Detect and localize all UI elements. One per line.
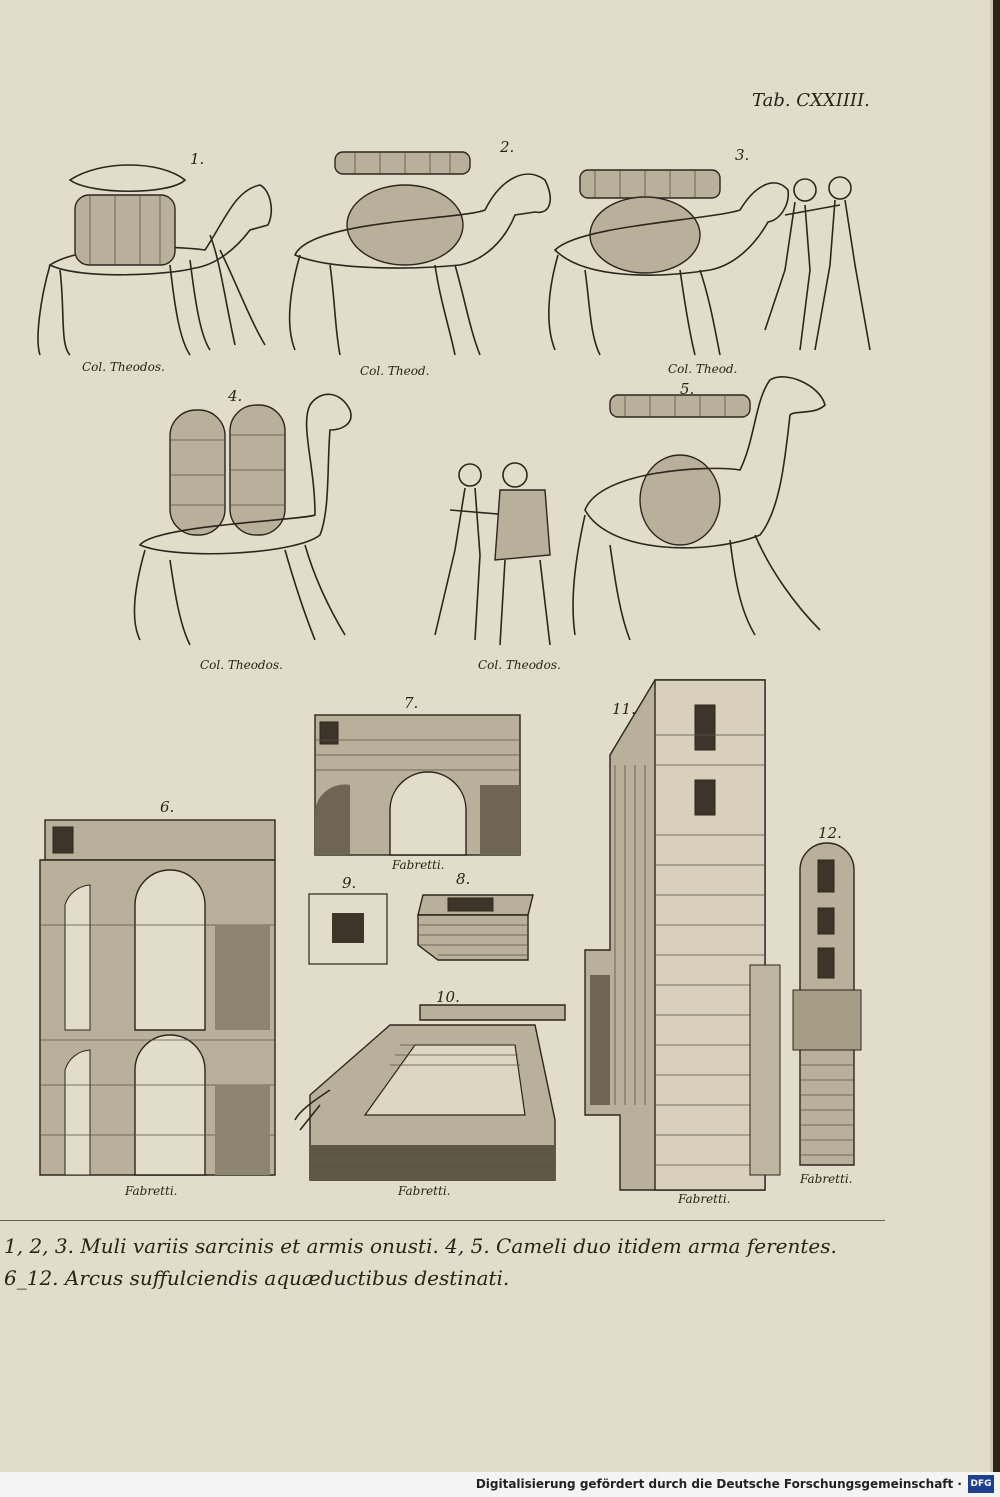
- figure-2-source: Col. Theod.: [360, 364, 430, 378]
- figure-5-source: Col. Theodos.: [478, 658, 561, 672]
- figure-3-mule-illustration: [540, 150, 885, 365]
- figure-5-camel-illustration: [410, 370, 840, 660]
- figure-12-tower-illustration: [790, 840, 865, 1170]
- footer-credit: Digitalisierung gefördert durch die Deutsche Forschungsgemeinschaft ·: [475, 1477, 962, 1491]
- figure-7-source: Fabretti.: [392, 858, 445, 872]
- figure-5-number: 5.: [680, 380, 695, 398]
- figure-4-camel-illustration: [115, 385, 360, 660]
- figure-12-source: Fabretti.: [800, 1172, 853, 1186]
- figure-7-arch-illustration: [310, 710, 525, 860]
- figure-11-pier-illustration: [580, 675, 785, 1195]
- figure-12-number: 12.: [818, 824, 842, 842]
- figure-11-source: Fabretti.: [678, 1192, 731, 1206]
- figure-4-number: 4.: [228, 387, 243, 405]
- figure-3-source: Col. Theod.: [668, 362, 738, 376]
- figure-9-number: 9.: [342, 874, 357, 892]
- plate-title: Tab. CXXIIII.: [752, 90, 870, 111]
- figure-2-number: 2.: [500, 138, 515, 156]
- figure-8-block-illustration: [408, 885, 543, 970]
- figure-10-source: Fabretti.: [398, 1184, 451, 1198]
- figure-3-number: 3.: [735, 146, 750, 164]
- figure-6-arch-illustration: [35, 815, 280, 1185]
- figure-6-source: Fabretti.: [125, 1184, 178, 1198]
- dfg-logo: DFG: [968, 1475, 994, 1493]
- caption-rule: [0, 1220, 885, 1221]
- figure-11-number: 11.: [612, 700, 636, 718]
- caption-line-1: 1, 2, 3. Muli variis sarcinis et armis onusti. 4, 5. Cameli duo itidem arma ferentes.: [4, 1234, 837, 1258]
- figure-10-basin-illustration: [290, 1000, 570, 1185]
- figure-6-number: 6.: [160, 798, 175, 816]
- figure-7-number: 7.: [404, 694, 419, 712]
- figure-4-source: Col. Theodos.: [200, 658, 283, 672]
- figure-1-mule-illustration: [20, 150, 280, 365]
- figure-1-number: 1.: [190, 150, 205, 168]
- figure-2-mule-illustration: [280, 140, 560, 365]
- figure-9-plan-illustration: [308, 893, 388, 965]
- figure-10-number: 10.: [436, 988, 460, 1006]
- figure-1-source: Col. Theodos.: [82, 360, 165, 374]
- caption-line-2: 6_12. Arcus suffulciendis aquæductibus destinati.: [4, 1266, 510, 1290]
- figure-8-number: 8.: [456, 870, 471, 888]
